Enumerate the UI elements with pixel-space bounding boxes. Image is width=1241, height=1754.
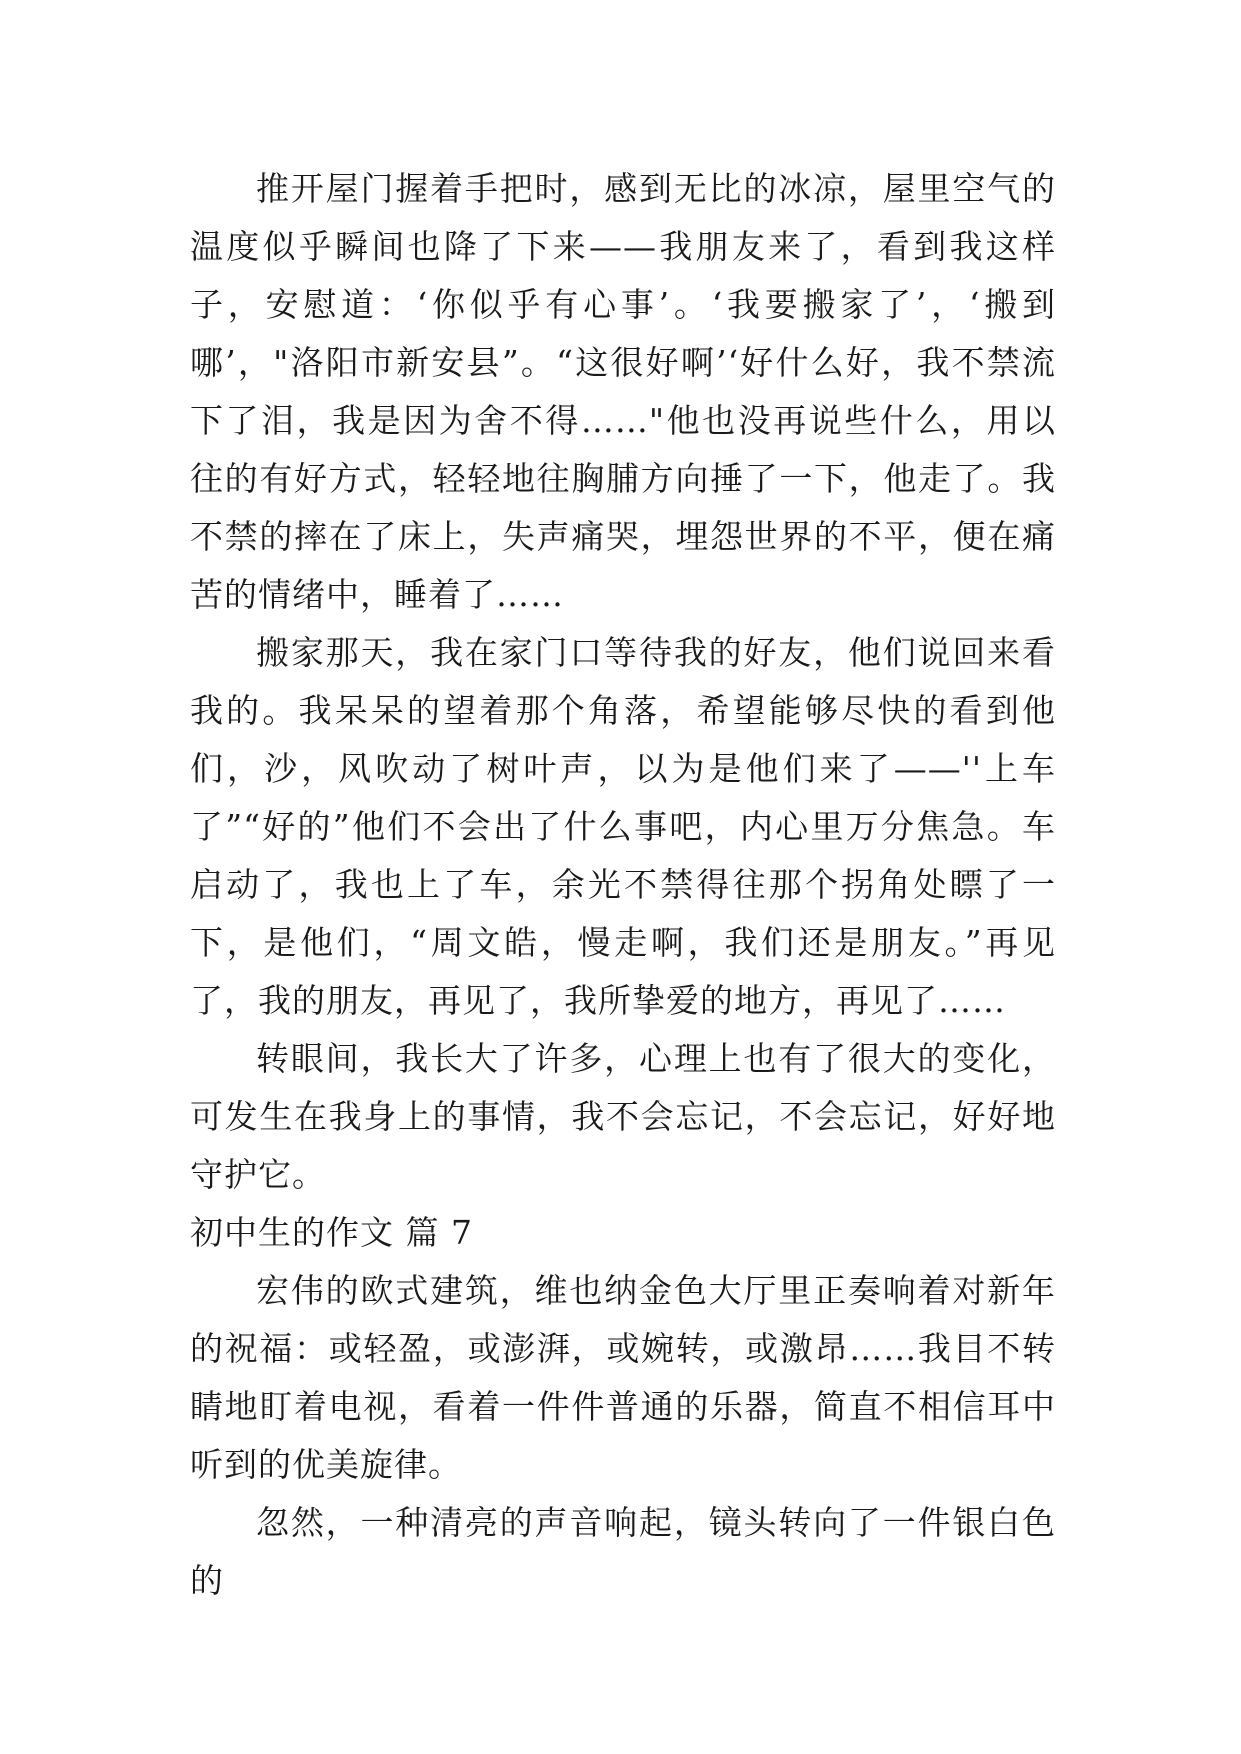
section-heading: 初中生的作文 篇 7 [190,1213,473,1252]
paragraph-4: 宏伟的欧式建筑，维也纳金色大厅里正奏响着对新年的祝福：或轻盈，或澎湃，或婉转，或激昂……我目不转睛地盯着电视，看着一件件普通的乐器，简直不相信耳中听到的优美旋律。 [190,1271,1056,1484]
paragraph-5: 忽然，一种清亮的声音响起，镜头转向了一件银白色的 [190,1503,1056,1600]
document-body [190,160,1056,1610]
paragraph-2: 搬家那天，我在家门口等待我的好友，他们说回来看我的。我呆呆的望着那个角落，希望能够尽快的看到他们，沙，风吹动了树叶声，以为是他们来了——''上车了”“好的”他们不会出了什么事吧，内心里万分焦急。车启动了，我也上了车，余光不禁得往那个拐角处瞟了一下，是他们，“周文皓，慢走啊，我们还是朋友。”再见了，我的朋友，再见了，我所挚爱的地方，再见了…… [190,633,1056,1020]
paragraph-3: 转眼间，我长大了许多，心理上也有了很大的变化，可发生在我身上的事情，我不会忘记，不会忘记，好好地守护它。 [190,1039,1056,1194]
paragraph-1: 推开屋门握着手把时，感到无比的冰凉，屋里空气的温度似乎瞬间也降了下来——我朋友来了，看到我这样子，安慰道：‘你似乎有心事’。‘我要搬家了’，‘搬到哪’，"洛阳市新安县”。“这很好啊’‘好什么好，我不禁流下了泪，我是因为舍不得……"他也没再说些什么，用以往的有好方式，轻轻地往胸脯方向捶了一下，他走了。我不禁的摔在了床上，失声痛哭，埋怨世界的不平，便在痛苦的情绪中，睡着了…… [190,169,1056,614]
